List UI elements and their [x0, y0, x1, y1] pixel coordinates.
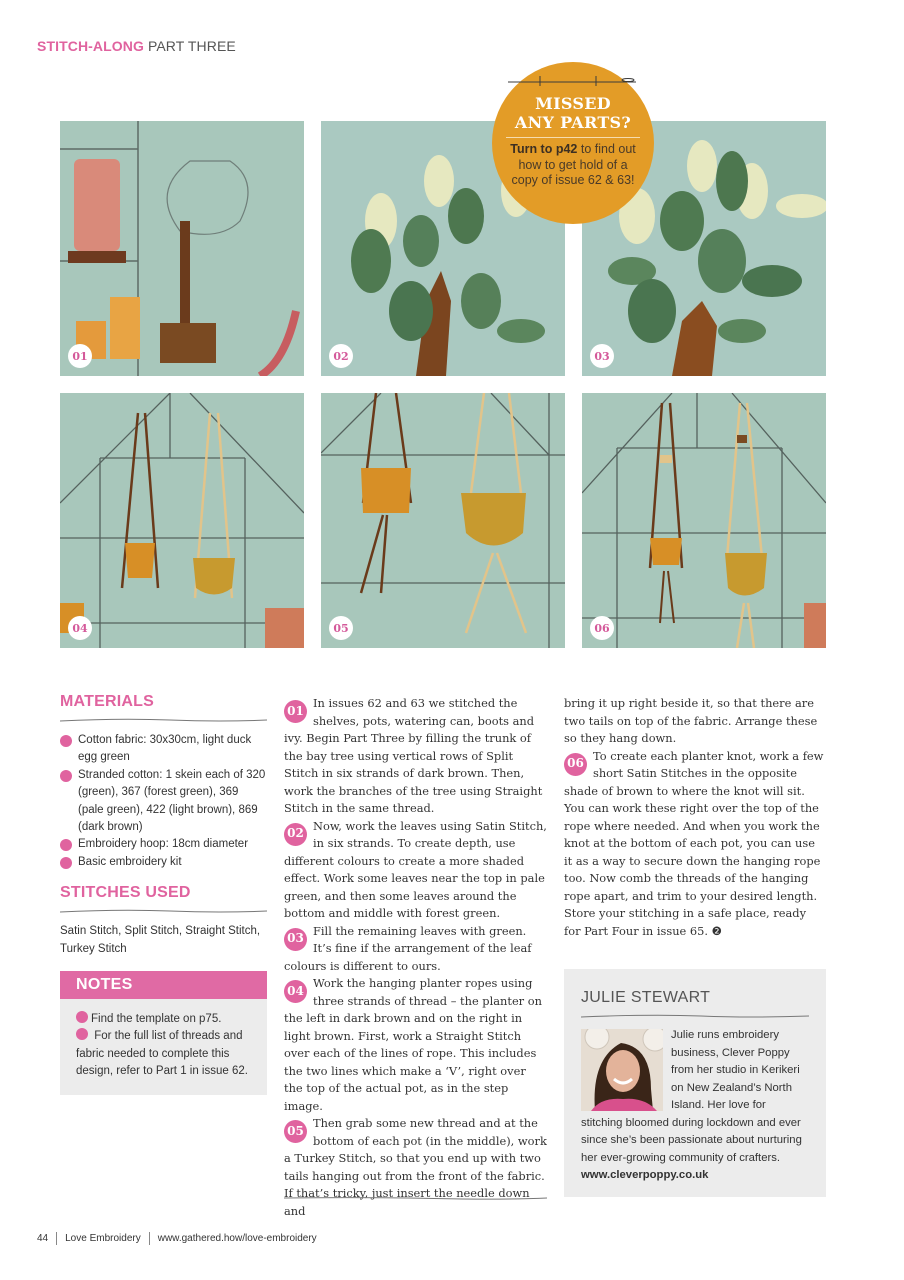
wavy-divider	[60, 908, 267, 914]
bullet-icon	[60, 735, 72, 747]
step-badge-06: 06	[590, 616, 614, 640]
step-photo-04	[60, 393, 304, 648]
step-number-badge: 05	[284, 1120, 307, 1143]
stitches-list: Satin Stitch, Split Stitch, Straight Stitch, Turkey Stitch	[60, 925, 261, 955]
missed-page-ref: Turn to p42	[510, 142, 578, 156]
step-05-continued: bring it up right beside it, so that there are two tails on top of the fabric. Arrange these so they hang down.	[564, 696, 818, 745]
step-badge-02: 02	[329, 344, 353, 368]
step-06: 06 To create each planter knot, work a few short Satin Stitches in the opposite shade of brown to where the knot will sit. You can work these right over the top of the rope where needed. And when you work the knot at the bottom of each pot, you can use it as a way to secure down the hanging rope too. Now comb the threads of the hanging rope apart, and trim to your desired length. Store your stitching in a safe place, ready for Part Four in issue 65. ❷	[564, 748, 824, 938]
bullet-icon	[76, 1028, 88, 1040]
bullet-icon	[60, 839, 72, 851]
step-01: 01 In issues 62 and 63 we stitched the shelves, pots, watering can, boots and ivy. Begin Part Three by filling the trunk of the bay tree using vertical rows of Split Stitch in six strands of dark brown. Then, work the branches of the tree using Straight Stitch in the same thread.	[284, 696, 543, 815]
wavy-divider	[60, 717, 267, 723]
column-divider	[284, 1196, 547, 1200]
step-photo-01	[60, 121, 304, 376]
materials-item: Basic embroidery kit	[60, 854, 267, 871]
step-badge-04: 04	[68, 616, 92, 640]
bio-body	[581, 1027, 809, 1185]
instructions-column-1	[284, 695, 547, 1220]
materials-item: Stranded cotton: 1 skein each of 320 (green), 367 (forest green), 369 (pale green), 422 (light brown), 869 (dark brown)	[60, 767, 267, 837]
step-number-badge: 04	[284, 980, 307, 1003]
footer-separator	[56, 1232, 57, 1245]
sidebar	[60, 693, 267, 1095]
notes-item: Find the template on p75.	[76, 1011, 251, 1028]
step-03: 03 Fill the remaining leaves with green. It’s fine if the arrangement of the leaf colours is different to ours.	[284, 923, 532, 973]
missed-body	[492, 142, 654, 189]
step-05: 05 Then grab some new thread and at the bottom of each pot (in the middle), work a Turkey Stitch, so that you end up with two tails hanging out from the front of the fabric. If that’s tricky, just insert the needle down and	[284, 1116, 547, 1218]
step-badge-03: 03	[590, 344, 614, 368]
materials-heading: MATERIALS	[60, 693, 154, 710]
page-footer	[37, 1232, 317, 1245]
notes-heading: NOTES	[60, 971, 267, 999]
missed-title-line1: MISSED	[535, 94, 611, 113]
series-label: STITCH-ALONG	[37, 38, 144, 54]
needle-icon	[508, 76, 638, 86]
notes-body	[60, 999, 267, 1095]
designer-name: JULIE STEWART	[581, 989, 711, 1006]
designer-avatar	[581, 1029, 663, 1111]
footer-separator	[149, 1232, 150, 1245]
step-number-badge: 02	[284, 823, 307, 846]
stitches-heading: STITCHES USED	[60, 884, 191, 902]
wavy-divider	[581, 1013, 809, 1019]
designer-website-link[interactable]: www.cleverpoppy.co.uk	[581, 1169, 709, 1181]
instructions-column-2	[564, 695, 826, 940]
notes-box	[60, 971, 267, 1095]
materials-item: Embroidery hoop: 18cm diameter	[60, 836, 267, 853]
bullet-icon	[60, 857, 72, 869]
designer-bio	[564, 969, 826, 1197]
missed-parts-badge	[492, 62, 654, 224]
step-number-badge: 06	[564, 753, 587, 776]
step-badge-01: 01	[68, 344, 92, 368]
step-photo-06	[582, 393, 826, 648]
materials-list	[60, 732, 267, 871]
bullet-icon	[76, 1011, 88, 1023]
bullet-icon	[60, 770, 72, 782]
step-number-badge: 03	[284, 928, 307, 951]
step-number-badge: 01	[284, 700, 307, 723]
materials-item: Cotton fabric: 30x30cm, light duck egg green	[60, 732, 267, 767]
magazine-name: Love Embroidery	[65, 1233, 141, 1244]
section-header	[37, 38, 236, 54]
step-04: 04 Work the hanging planter ropes using three strands of thread – the planter on the left in dark brown and on the right in light brown. First, work a Straight Stitch over each of the lines of rope. This includes the two lines which make a ‘V’, right over the top of the actual pot, as in the step image.	[284, 976, 542, 1113]
bio-text: Julie runs embroidery business, Clever Poppy from her studio in Kerikeri on New Zealand’s North Island. Her love for stitching bloomed during lockdown and ever since she’s been passionate about nurturing her ever-growing community of crafters.	[581, 1029, 802, 1164]
missed-divider	[506, 137, 640, 138]
part-label: PART THREE	[147, 38, 236, 54]
footer-url[interactable]: www.gathered.how/love-embroidery	[157, 1233, 317, 1244]
notes-item: For the full list of threads and fabric needed to complete this design, refer to Part 1 in issue 62.	[76, 1030, 248, 1078]
missed-title-line2: ANY PARTS?	[514, 113, 632, 132]
step-02: 02 Now, work the leaves using Satin Stitch, in six strands. To create depth, use different colours to create a more shaded effect. Work some leaves near the top in pale green, and then some leaves around the bottom and middle with forest green.	[284, 818, 547, 920]
step-photo-05	[321, 393, 565, 648]
step-badge-05: 05	[329, 616, 353, 640]
missed-body-text: to find out how to get hold of a copy of issue 62 & 63!	[511, 142, 636, 187]
page-number: 44	[37, 1233, 49, 1244]
